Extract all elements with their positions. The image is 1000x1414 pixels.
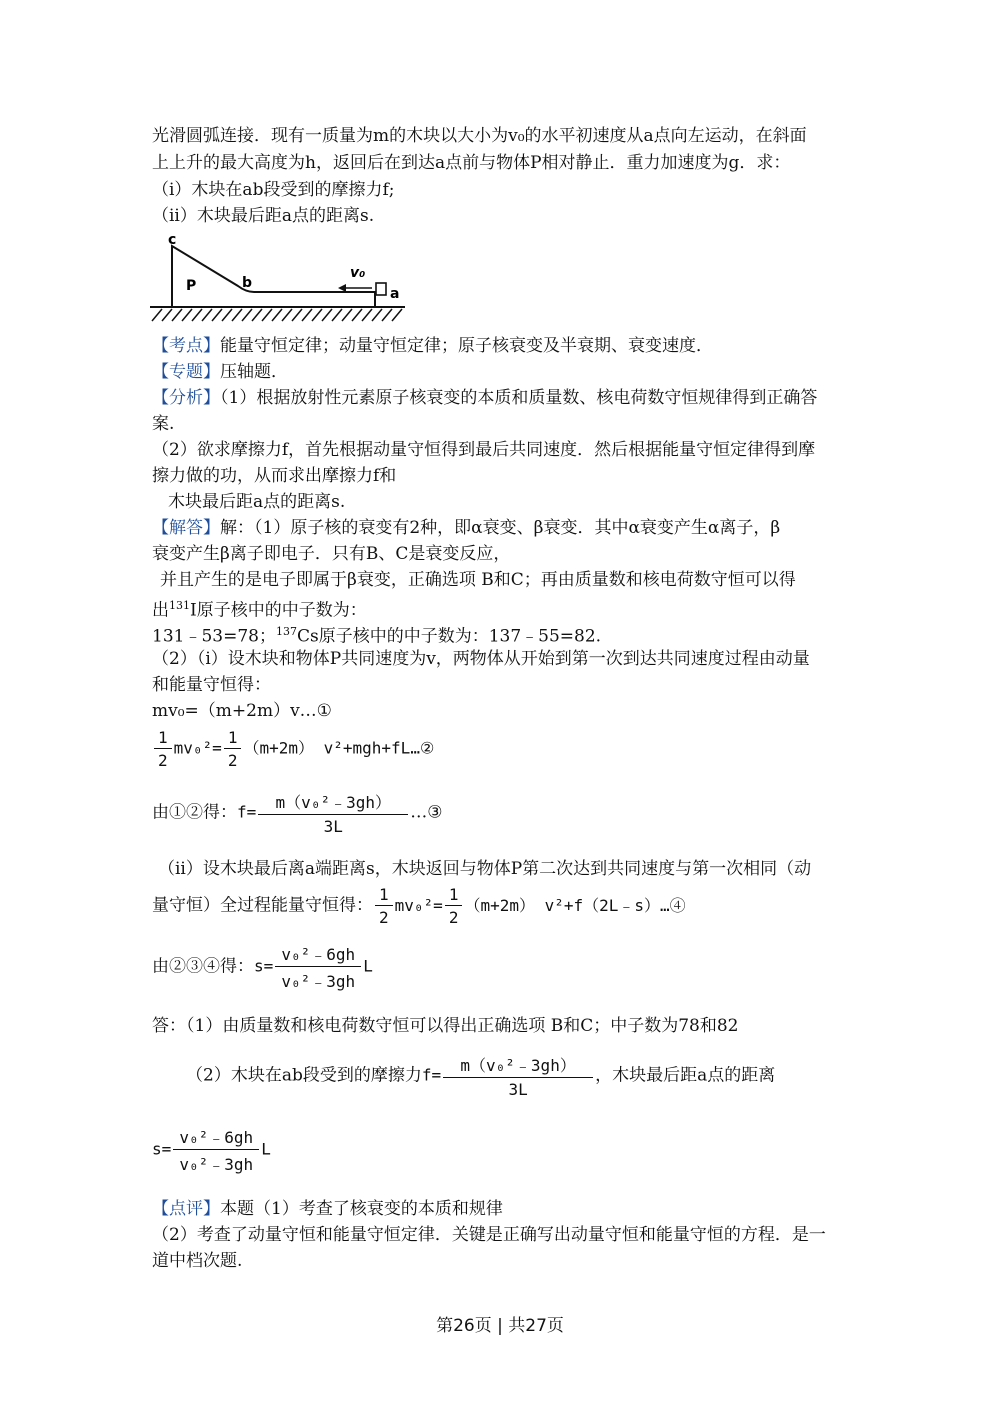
answer-line-1: 答：（1）由质量数和核电荷数守恒可以得出正确选项 B和C；中子数为78和82 (152, 1016, 739, 1036)
equation-3 (152, 790, 443, 836)
mv0-squared-2: mv₀²= (394, 895, 443, 915)
label-P: P (186, 278, 197, 294)
kaodian-section (152, 335, 713, 357)
friction-fraction: $\frac{\text{m（v₀²﹣3gh）}}{3L}$ (258, 790, 408, 836)
jieda-tag: 【解答】 (152, 518, 220, 538)
label-v0: v₀ (350, 265, 366, 281)
half-fraction-3: $\frac{1}{2}$ (375, 885, 393, 927)
distance-fraction: $\frac{\text{v₀²﹣6gh}}{\text{v₀²﹣3gh}}$ (275, 942, 361, 992)
equation-3-post: …③ (410, 802, 443, 823)
label-c: c (168, 232, 177, 248)
mv0-squared: mv₀²= (173, 738, 222, 758)
jieda-l5-post: Cs原子核中的中子数为：137﹣55=82. (296, 626, 602, 647)
kaodian-text: 能量守恒定律；动量守恒定律；原子核衰变及半衰期、衰变速度． (220, 336, 713, 356)
jieda-line-7: 和能量守恒得： (152, 675, 271, 695)
incline-diagram (150, 232, 410, 324)
f-equals: f= (237, 802, 257, 822)
jieda-l4-post: I原子核中的中子数为： (190, 600, 367, 621)
dianping-section (152, 1198, 503, 1220)
fenxi-section (152, 387, 817, 409)
intro-line-1: 光滑圆弧连接．现有一质量为m的木块以大小为v₀的水平初速度从a点向左运动，在斜面 (152, 126, 807, 146)
equation-4-rhs: （m+2m） v²+f（2L﹣s）…④ (464, 895, 686, 915)
dianping-line-1: 本题（1）考查了核衰变的本质和规律 (220, 1199, 503, 1219)
jieda-l9-pre: 量守恒）全过程能量守恒得： (152, 895, 373, 916)
zhuanti-text: 压轴题． (220, 362, 288, 382)
question-ii: （ii）木块最后距a点的距离s. (152, 206, 375, 226)
s-tail-L: L (363, 956, 373, 976)
dianping-line-3: 道中档次题. (152, 1251, 243, 1271)
jieda-line-4 (152, 595, 367, 622)
fenxi-line-5: 木块最后距a点的距离s. (168, 492, 346, 512)
jieda-section (152, 517, 780, 539)
block-P-outline (172, 246, 375, 307)
dianping-tag: 【点评】 (152, 1199, 220, 1219)
jieda-line-5 (152, 621, 601, 648)
answer-distance-fraction: $\frac{\text{v₀²﹣6gh}}{\text{v₀²﹣3gh}}$ (173, 1125, 259, 1175)
jieda-l4-pre: 出 (152, 600, 169, 621)
equation-2 (152, 728, 434, 770)
intro-line-2: 上上升的最大高度为h，返回后在到达a点前与物体P相对静止．重力加速度为g．求： (152, 153, 791, 173)
jieda-l5-pre: 131﹣53=78； (152, 626, 276, 647)
answer-l2-post: ，木块最后距a点的距离 (595, 1065, 776, 1086)
answer-line-3 (152, 1125, 271, 1175)
zhuanti-section (152, 361, 288, 383)
equation-5 (152, 942, 373, 992)
dianping-line-2: （2）考查了动量守恒和能量守恒定律．关键是正确写出动量守恒和能量守恒的方程．是一 (152, 1225, 826, 1245)
cesium-mass-number: 137 (275, 625, 297, 638)
equation-1: mv₀=（m+2m）v…① (152, 701, 332, 721)
half-fraction-2: $\frac{1}{2}$ (224, 728, 242, 770)
s-equals: s= (254, 956, 274, 976)
kaodian-tag: 【考点】 (152, 336, 220, 356)
answer-f-equals: f= (421, 1065, 442, 1085)
jieda-line-1: 解：（1）原子核的衰变有2种，即α衰变、β衰变．其中α衰变产生α离子，β (220, 518, 781, 538)
fenxi-line-2: 案. (152, 414, 175, 434)
wooden-block (376, 283, 386, 295)
equation-4 (152, 885, 686, 927)
jieda-line-3: 并且产生的是电子即属于β衰变，正确选项 B和C；再由质量数和核电荷数守恒可以得 (160, 570, 796, 590)
question-i: （i）木块在ab段受到的摩擦力f; (152, 180, 395, 200)
zhuanti-tag: 【专题】 (152, 362, 220, 382)
answer-s-equals: s= (152, 1139, 172, 1159)
fenxi-tag: 【分析】 (152, 388, 220, 408)
iodine-mass-number: 131 (169, 599, 190, 612)
page-number-footer: 第26页 | 共27页 (436, 1316, 564, 1336)
half-fraction: $\frac{1}{2}$ (154, 728, 172, 770)
equation-5-pre: 由②③④得： (152, 956, 254, 977)
jieda-line-2: 衰变产生β离子即电子．只有B、C是衰变反应， (152, 544, 511, 564)
answer-friction-fraction: $\frac{\text{m（v₀²﹣3gh）}}{3L}$ (443, 1053, 593, 1099)
answer-line-2 (186, 1053, 775, 1099)
label-a: a (390, 286, 400, 302)
answer-s-tail-L: L (261, 1139, 271, 1159)
fenxi-line-1: （1）根据放射性元素原子核衰变的本质和质量数、核电荷数守恒规律得到正确答 (220, 388, 818, 408)
fenxi-line-4: 擦力做的功，从而求出摩擦力f和 (152, 466, 397, 486)
equation-3-pre: 由①②得： (152, 802, 237, 823)
fenxi-line-3: （2）欲求摩擦力f，首先根据动量守恒得到最后共同速度．然后根据能量守恒定律得到摩 (152, 440, 816, 460)
label-b: b (242, 275, 253, 291)
jieda-line-8: （ii）设木块最后离a端距离s，木块返回与物体P第二次达到共同速度与第一次相同（动 (158, 859, 812, 879)
jieda-line-6: （2）（i）设木块和物体P共同速度为v，两物体从开始到第一次到达共同速度过程由动量 (152, 649, 810, 669)
half-fraction-4: $\frac{1}{2}$ (445, 885, 463, 927)
answer-l2-pre: （2）木块在ab段受到的摩擦力 (186, 1065, 422, 1086)
equation-2-rhs: （m+2m） v²+mgh+fL…② (243, 738, 435, 758)
